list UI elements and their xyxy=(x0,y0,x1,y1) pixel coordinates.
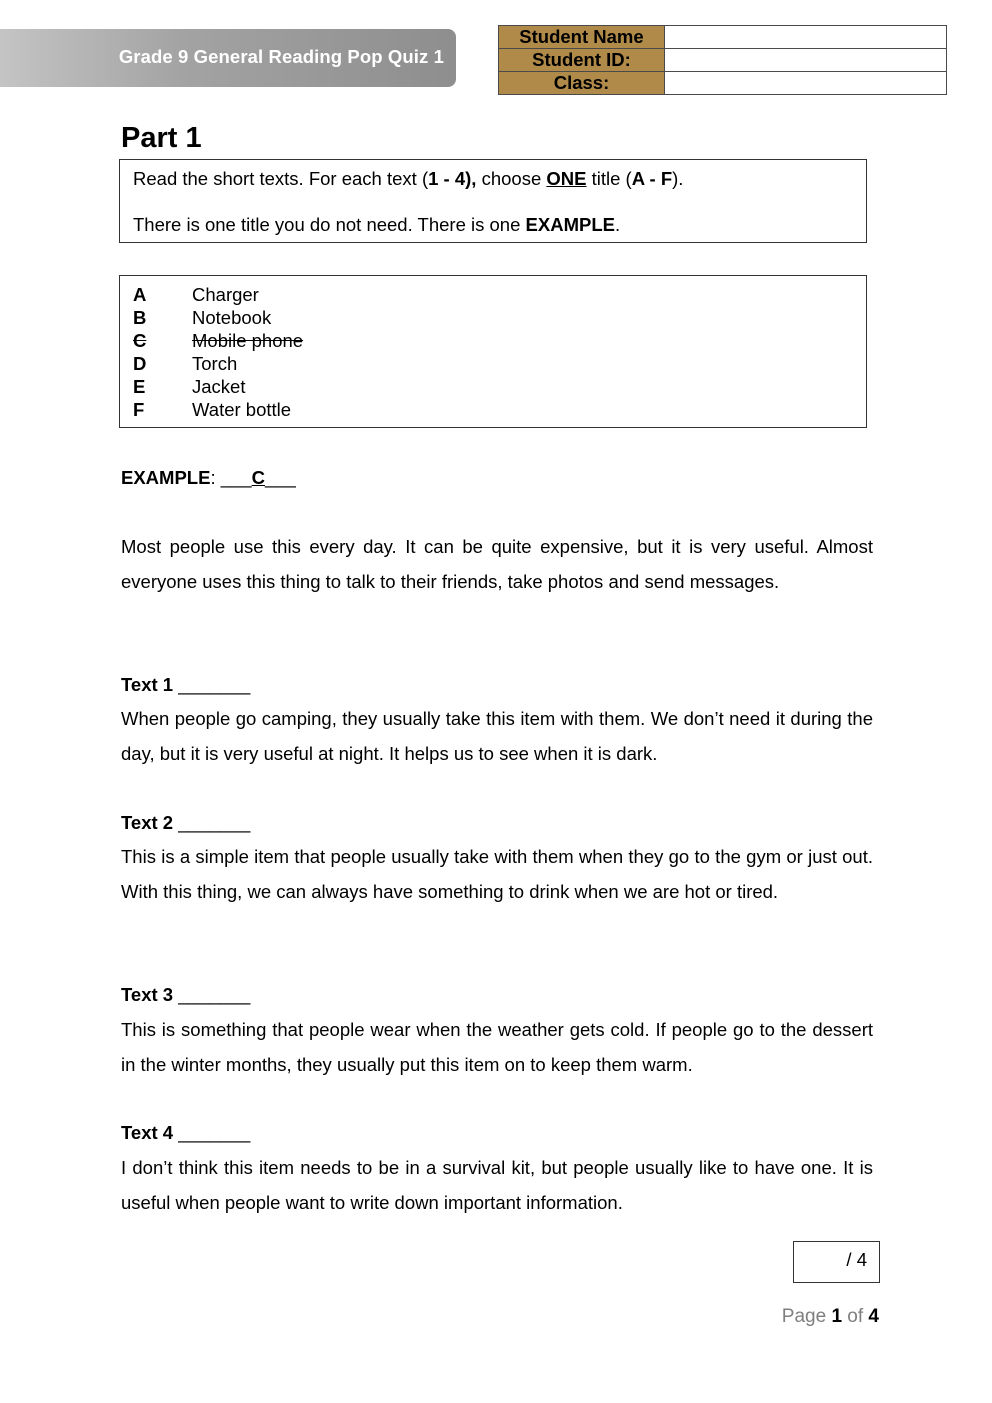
instr-text: ). xyxy=(672,168,684,189)
quiz-title: Grade 9 General Reading Pop Quiz 1 xyxy=(118,46,444,67)
instr-range: 1 - 4 xyxy=(428,168,466,189)
example-blank: ___ xyxy=(220,467,252,488)
text-4-label xyxy=(121,1122,250,1144)
answer-blank-2[interactable]: _______ xyxy=(178,812,251,833)
text-1-body: When people go camping, they usually take this item with them. We don’t need it during the day, but it is very useful at night. It helps us to see when it is dark. xyxy=(121,708,873,764)
instr-text: Read the short texts. For each text ( xyxy=(133,168,429,189)
example-answer-line xyxy=(121,467,296,489)
option-letter: E xyxy=(133,376,146,397)
option-d xyxy=(133,353,866,376)
instr-text: ), xyxy=(465,168,477,189)
option-letter: C xyxy=(133,330,147,351)
total-pages: 4 xyxy=(868,1306,879,1327)
option-letter: A xyxy=(133,284,147,305)
text-label: Text 3 xyxy=(121,984,174,1005)
option-e xyxy=(133,376,866,399)
example-answer: C xyxy=(251,467,265,488)
option-text: Torch xyxy=(192,353,238,374)
student-name-field[interactable] xyxy=(665,26,947,49)
instr-text: choose xyxy=(476,168,547,189)
instruction-line-2 xyxy=(133,214,866,236)
student-id-field[interactable] xyxy=(665,49,947,72)
text-label: Text 2 xyxy=(121,812,174,833)
instr-letters: A - F xyxy=(631,168,673,189)
instr-text: title ( xyxy=(586,168,632,189)
text-label: Text 4 xyxy=(121,1122,174,1143)
option-text: Notebook xyxy=(192,307,272,328)
page-word: Page xyxy=(781,1306,832,1327)
answer-blank-1[interactable]: _______ xyxy=(178,674,251,695)
score-box: / 4 xyxy=(793,1241,880,1283)
options-box xyxy=(119,275,867,428)
student-id-label: Student ID: xyxy=(499,49,665,72)
option-letter: F xyxy=(133,399,145,420)
instr-text: There is one title you do not need. There is one xyxy=(133,214,526,235)
text-2-label xyxy=(121,812,250,834)
instr-text: . xyxy=(614,214,621,235)
text-label: Text 1 xyxy=(121,674,174,695)
answer-blank-4[interactable]: _______ xyxy=(178,1122,251,1143)
header-banner xyxy=(0,29,456,87)
current-page: 1 xyxy=(831,1306,843,1327)
example-text: Most people use this every day. It can be quite expensive, but it is very useful. Almost everyone uses this thing to talk to their friends, take photos and send messages. xyxy=(121,536,873,592)
answer-blank-3[interactable]: _______ xyxy=(178,984,251,1005)
of-word: of xyxy=(842,1306,869,1327)
text-4-body: I don’t think this item needs to be in a survival kit, but people usually like to have one. It is useful when people want to write down important information. xyxy=(121,1157,873,1213)
class-label: Class: xyxy=(499,72,665,95)
example-blank: ___ xyxy=(264,467,296,488)
option-c-struck xyxy=(133,330,866,353)
student-name-label: Student Name xyxy=(499,26,665,49)
option-f xyxy=(133,399,866,422)
option-text: Jacket xyxy=(192,376,246,397)
page-number xyxy=(782,1306,879,1328)
text-3-label xyxy=(121,984,250,1006)
option-letter: B xyxy=(133,307,147,328)
option-text: Mobile phone xyxy=(192,330,304,351)
instr-example-word: EXAMPLE xyxy=(525,214,615,235)
text-1-label xyxy=(121,674,250,696)
instruction-line-1 xyxy=(133,168,866,190)
example-label: EXAMPLE xyxy=(121,467,211,488)
class-field[interactable] xyxy=(665,72,947,95)
text-2-body: This is a simple item that people usually take with them when they go to the gym or just out. With this thing, we can always have something to drink when we are hot or tired. xyxy=(121,846,873,902)
instructions-box xyxy=(119,159,867,243)
option-letter: D xyxy=(133,353,147,374)
option-text: Charger xyxy=(192,284,259,305)
student-info-table xyxy=(498,25,947,95)
option-b xyxy=(133,307,866,330)
example-colon: : xyxy=(210,467,221,488)
text-3-body: This is something that people wear when the weather gets cold. If people go to the dessert in the winter months, they usually put this item on to keep them warm. xyxy=(121,1019,873,1075)
instr-emphasis: ONE xyxy=(546,168,587,189)
option-a xyxy=(133,284,866,307)
option-text: Water bottle xyxy=(192,399,292,420)
part-title: Part 1 xyxy=(121,122,202,154)
